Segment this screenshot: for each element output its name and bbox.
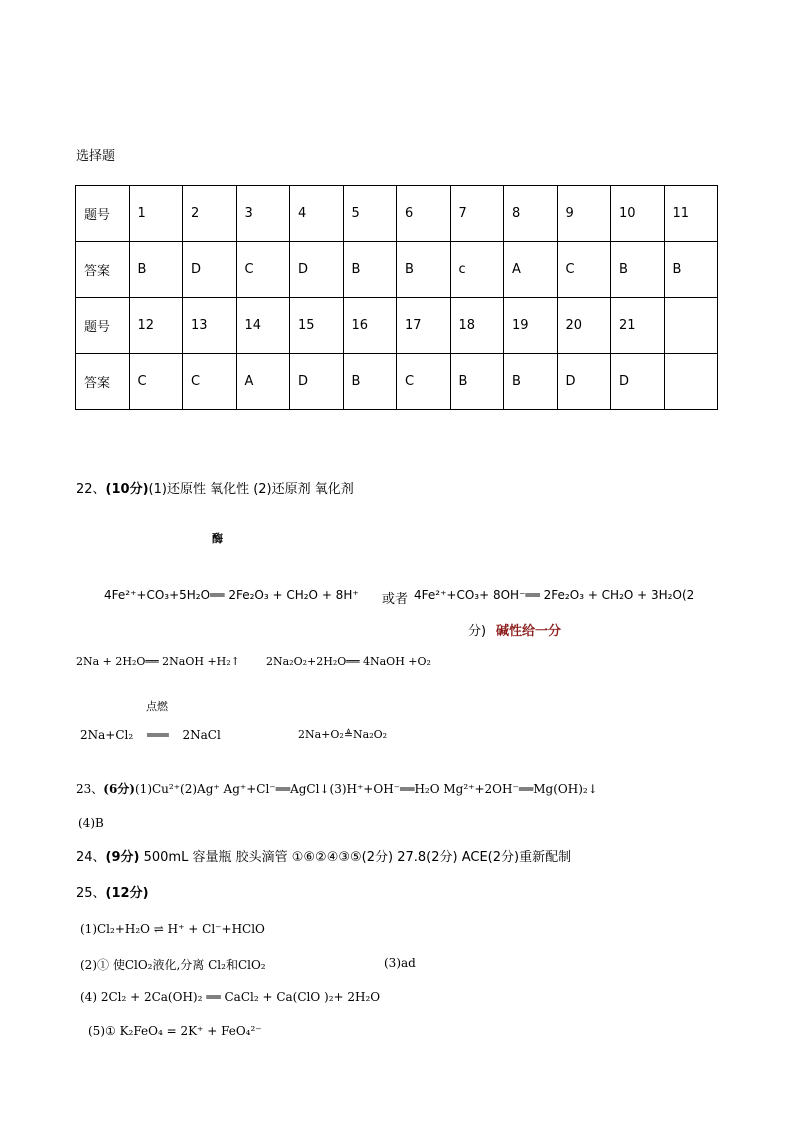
table-cell: 21 bbox=[611, 298, 665, 354]
table-cell bbox=[664, 354, 718, 410]
table-cell: A bbox=[504, 242, 558, 298]
q22-condition-ignite: 点燃 bbox=[146, 700, 168, 713]
table-cell: C bbox=[397, 354, 451, 410]
section-title: 选择题 bbox=[76, 149, 116, 164]
table-cell: B bbox=[129, 242, 183, 298]
q24-number: 24、 bbox=[76, 850, 106, 865]
q25-header bbox=[76, 882, 149, 901]
q22-note: 碱性给一分 bbox=[496, 624, 562, 639]
table-cell: c bbox=[450, 242, 504, 298]
table-cell: B bbox=[397, 242, 451, 298]
q24-score: (9分) bbox=[105, 850, 140, 865]
q23-line1 bbox=[76, 780, 598, 797]
q25-line4: (5)① K₂FeO₄ = 2K⁺ + FeO₄²⁻ bbox=[88, 1024, 262, 1038]
table-cell: 9 bbox=[557, 186, 611, 242]
q25-number: 25、 bbox=[76, 886, 106, 901]
table-cell: 5 bbox=[343, 186, 397, 242]
table-row-header: 答案 bbox=[76, 354, 130, 410]
table-cell: 11 bbox=[664, 186, 718, 242]
table-row-header: 题号 bbox=[76, 186, 130, 242]
q22-eq2: 4Fe²⁺+CO₃+ 8OH⁻══ 2Fe₂O₃ + CH₂O + 3H₂O(2 bbox=[414, 588, 695, 602]
table-cell: 14 bbox=[236, 298, 290, 354]
q23-line2: (4)B bbox=[78, 816, 104, 830]
table-row-header: 题号 bbox=[76, 298, 130, 354]
q22-number: 22、 bbox=[76, 482, 106, 497]
table-cell: 16 bbox=[343, 298, 397, 354]
table-cell: A bbox=[236, 354, 290, 410]
q22-or: 或者 bbox=[382, 592, 409, 607]
table-cell: B bbox=[664, 242, 718, 298]
q22-eq4: 2Na₂O₂+2H₂O══ 4NaOH +O₂ bbox=[266, 655, 431, 668]
q23-score: (6分) bbox=[103, 782, 135, 796]
q22-eq6: 2Na+O₂≜Na₂O₂ bbox=[298, 728, 388, 741]
table-cell: B bbox=[343, 354, 397, 410]
q22-text: (1)还原性 氧化性 (2)还原剂 氧化剂 bbox=[148, 482, 354, 497]
table-cell: C bbox=[129, 354, 183, 410]
q25-line1: (1)Cl₂+H₂O ⇌ H⁺ + Cl⁻+HClO bbox=[80, 922, 265, 936]
table-cell: C bbox=[183, 354, 237, 410]
table-cell: 15 bbox=[290, 298, 344, 354]
q24-text: 500mL 容量瓶 胶头滴管 ①⑥②④③⑤(2分) 27.8(2分) ACE(2分)重新配制 bbox=[139, 850, 572, 865]
q25-line2b: (3)ad bbox=[384, 956, 416, 970]
table-cell: B bbox=[504, 354, 558, 410]
q25-line3: (4) 2Cl₂ + 2Ca(OH)₂ ══ CaCl₂ + Ca(ClO )₂+ 2H₂O bbox=[80, 990, 381, 1004]
q22-eq5: 2Na+Cl₂ ═══ 2NaCl bbox=[80, 728, 221, 742]
table-cell: 13 bbox=[183, 298, 237, 354]
table-cell: B bbox=[611, 242, 665, 298]
table-cell bbox=[664, 298, 718, 354]
table-row-header: 答案 bbox=[76, 242, 130, 298]
table-cell: 8 bbox=[504, 186, 558, 242]
answer-table bbox=[75, 185, 718, 410]
table-row bbox=[76, 242, 718, 298]
table-cell: 20 bbox=[557, 298, 611, 354]
q25-line2a: (2)① 使ClO₂液化,分离 Cl₂和ClO₂ bbox=[80, 958, 266, 972]
q23-number: 23、 bbox=[76, 782, 104, 796]
table-cell: D bbox=[557, 354, 611, 410]
q22-condition-enzyme: 酶 bbox=[212, 532, 223, 545]
table-cell: 6 bbox=[397, 186, 451, 242]
q22-eq3: 2Na + 2H₂O══ 2NaOH +H₂↑ bbox=[76, 655, 240, 668]
table-cell: 2 bbox=[183, 186, 237, 242]
q22-eq1: 4Fe²⁺+CO₃+5H₂O══ 2Fe₂O₃ + CH₂O + 8H⁺ bbox=[104, 588, 359, 602]
table-cell: 17 bbox=[397, 298, 451, 354]
table-cell: 12 bbox=[129, 298, 183, 354]
table-cell: 4 bbox=[290, 186, 344, 242]
table-cell: C bbox=[557, 242, 611, 298]
table-cell: 18 bbox=[450, 298, 504, 354]
table-row bbox=[76, 354, 718, 410]
q25-score: (12分) bbox=[105, 886, 149, 901]
table-cell: 1 bbox=[129, 186, 183, 242]
table-row bbox=[76, 186, 718, 242]
table-cell: 19 bbox=[504, 298, 558, 354]
table-cell: B bbox=[450, 354, 504, 410]
q23-text: (1)Cu²⁺(2)Ag⁺ Ag⁺+Cl⁻══AgCl↓(3)H⁺+OH⁻══H₂O Mg²⁺+2OH⁻══Mg(OH)₂↓ bbox=[135, 782, 598, 796]
table-cell: 10 bbox=[611, 186, 665, 242]
table-cell: C bbox=[236, 242, 290, 298]
q22-header bbox=[76, 478, 354, 497]
q22-score-tail: 分) bbox=[468, 624, 487, 639]
table-cell: B bbox=[343, 242, 397, 298]
table-cell: D bbox=[611, 354, 665, 410]
table-cell: D bbox=[290, 242, 344, 298]
table-cell: D bbox=[290, 354, 344, 410]
table-row bbox=[76, 298, 718, 354]
q22-score: (10分) bbox=[105, 482, 149, 497]
q24-line bbox=[76, 846, 571, 865]
table-cell: 7 bbox=[450, 186, 504, 242]
table-cell: D bbox=[183, 242, 237, 298]
table-cell: 3 bbox=[236, 186, 290, 242]
